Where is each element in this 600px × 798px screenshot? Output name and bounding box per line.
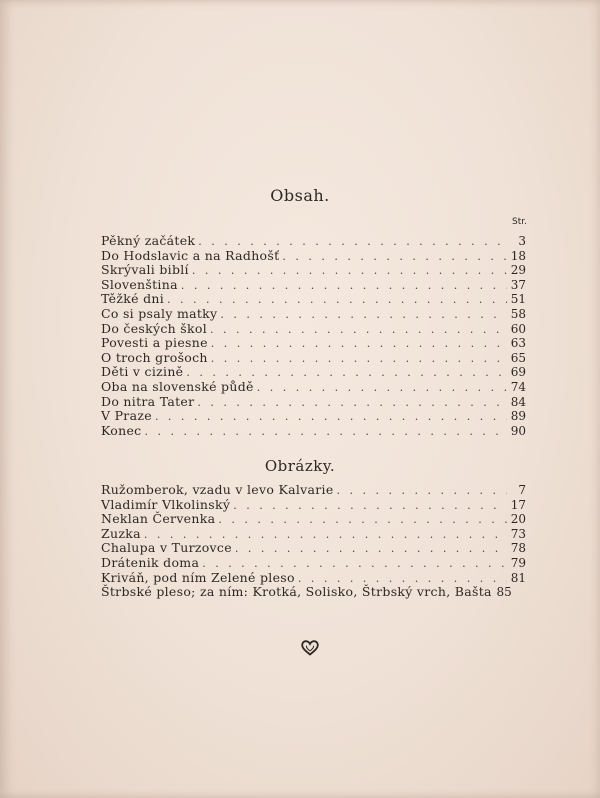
entry-title: Skrývali biblí [101, 262, 189, 278]
entry-title: Drátenik doma [101, 554, 200, 570]
entry-title: Neklan Červenka [101, 511, 216, 527]
entry-page: 79 [510, 555, 526, 570]
contents-entry [101, 409, 526, 424]
entry-page: 37 [510, 277, 526, 292]
leader-dots [218, 513, 507, 528]
leader-dots [211, 337, 507, 352]
entry-title: Konec [101, 422, 142, 438]
leader-dots [220, 308, 507, 323]
figure-entry [101, 512, 526, 527]
entry-page: 84 [510, 394, 526, 409]
leader-dots [155, 410, 507, 425]
figure-entry [101, 498, 526, 513]
entry-page: 20 [510, 512, 526, 527]
entry-title: Pěkný začátek [101, 233, 196, 248]
figure-entry [101, 571, 526, 586]
entry-title: O troch grošoch [101, 349, 208, 365]
leader-dots [181, 279, 507, 294]
entry-title: Děti v cizině [101, 364, 184, 380]
entry-title: Povesti a piesne [101, 335, 208, 351]
figures-heading: Obrázky. [264, 457, 336, 475]
entry-page: 17 [510, 497, 526, 512]
entry-title: Vladimír Vlkolinský [101, 496, 231, 512]
entry-page: 78 [510, 541, 526, 556]
entry-title: Oba na slovenské půdě [101, 378, 254, 394]
leader-dots [210, 323, 507, 338]
entry-page: 18 [510, 248, 526, 263]
contents-entry [101, 336, 526, 351]
entry-title: Ružomberok, vzadu v levo Kalvarie [101, 482, 334, 497]
entry-title: Do Hodslavic a na Radhošť [101, 247, 280, 263]
entry-page: 58 [510, 306, 526, 321]
entry-page: 51 [510, 292, 526, 307]
figure-entry [101, 541, 526, 556]
entry-title: Kriváň, pod ním Zelené pleso [101, 569, 295, 585]
figures-list [101, 483, 526, 600]
leader-dots [211, 352, 507, 367]
entry-page: 85 [496, 585, 512, 600]
contents-entry [101, 395, 526, 410]
figure-entry [101, 585, 526, 600]
contents-entry [101, 424, 526, 439]
contents-entry [101, 365, 526, 380]
entry-title: Do českých škol [101, 320, 208, 336]
entry-title: Slovenština [101, 276, 178, 292]
entry-page: 81 [510, 570, 526, 585]
leader-dots [337, 484, 507, 499]
leader-dots [282, 250, 507, 265]
leader-dots [257, 381, 507, 396]
entry-title: Těžké dni [101, 291, 165, 307]
contents-entry [101, 278, 526, 293]
entry-title: Do nitra Tater [101, 393, 195, 409]
entry-page: 3 [518, 234, 526, 248]
contents-entry [101, 249, 526, 264]
contents-entry [101, 351, 526, 366]
figure-entry [101, 483, 526, 498]
entry-page: 90 [510, 423, 526, 438]
entry-title: Štrbské pleso; za ním: Krotká, Solisko, Štrbský vrch, Bašta [101, 584, 492, 600]
leader-dots [167, 293, 507, 308]
leader-dots [197, 396, 507, 411]
entry-page: 69 [510, 365, 526, 380]
entry-page: 7 [518, 483, 526, 497]
leader-dots [233, 499, 507, 514]
entry-page: 60 [510, 321, 526, 336]
contents-entry [101, 380, 526, 395]
leader-dots [192, 264, 507, 279]
contents-entry [101, 292, 526, 307]
contents-entry [101, 234, 526, 249]
contents-list [101, 234, 526, 438]
figure-entry [101, 527, 526, 542]
heart-fleuron-icon [301, 640, 319, 656]
leader-dots [235, 542, 507, 557]
entry-page: 65 [510, 350, 526, 365]
entry-page: 63 [510, 336, 526, 351]
contents-entry [101, 307, 526, 322]
entry-page: 73 [510, 526, 526, 541]
entry-page: 29 [510, 263, 526, 278]
contents-entry [101, 322, 526, 337]
entry-title: Chalupa v Turzovce [101, 540, 232, 556]
figure-entry [101, 556, 526, 571]
page-column-label: Str. [512, 217, 527, 227]
entry-title: V Praze [101, 408, 152, 424]
contents-heading: Obsah. [270, 186, 330, 205]
contents-entry [101, 263, 526, 278]
leader-dots [144, 425, 507, 440]
entry-title: Co si psaly matky [101, 305, 218, 321]
entry-page: 74 [510, 379, 526, 394]
entry-page: 89 [510, 409, 526, 424]
entry-title: Zuzka [101, 525, 141, 541]
